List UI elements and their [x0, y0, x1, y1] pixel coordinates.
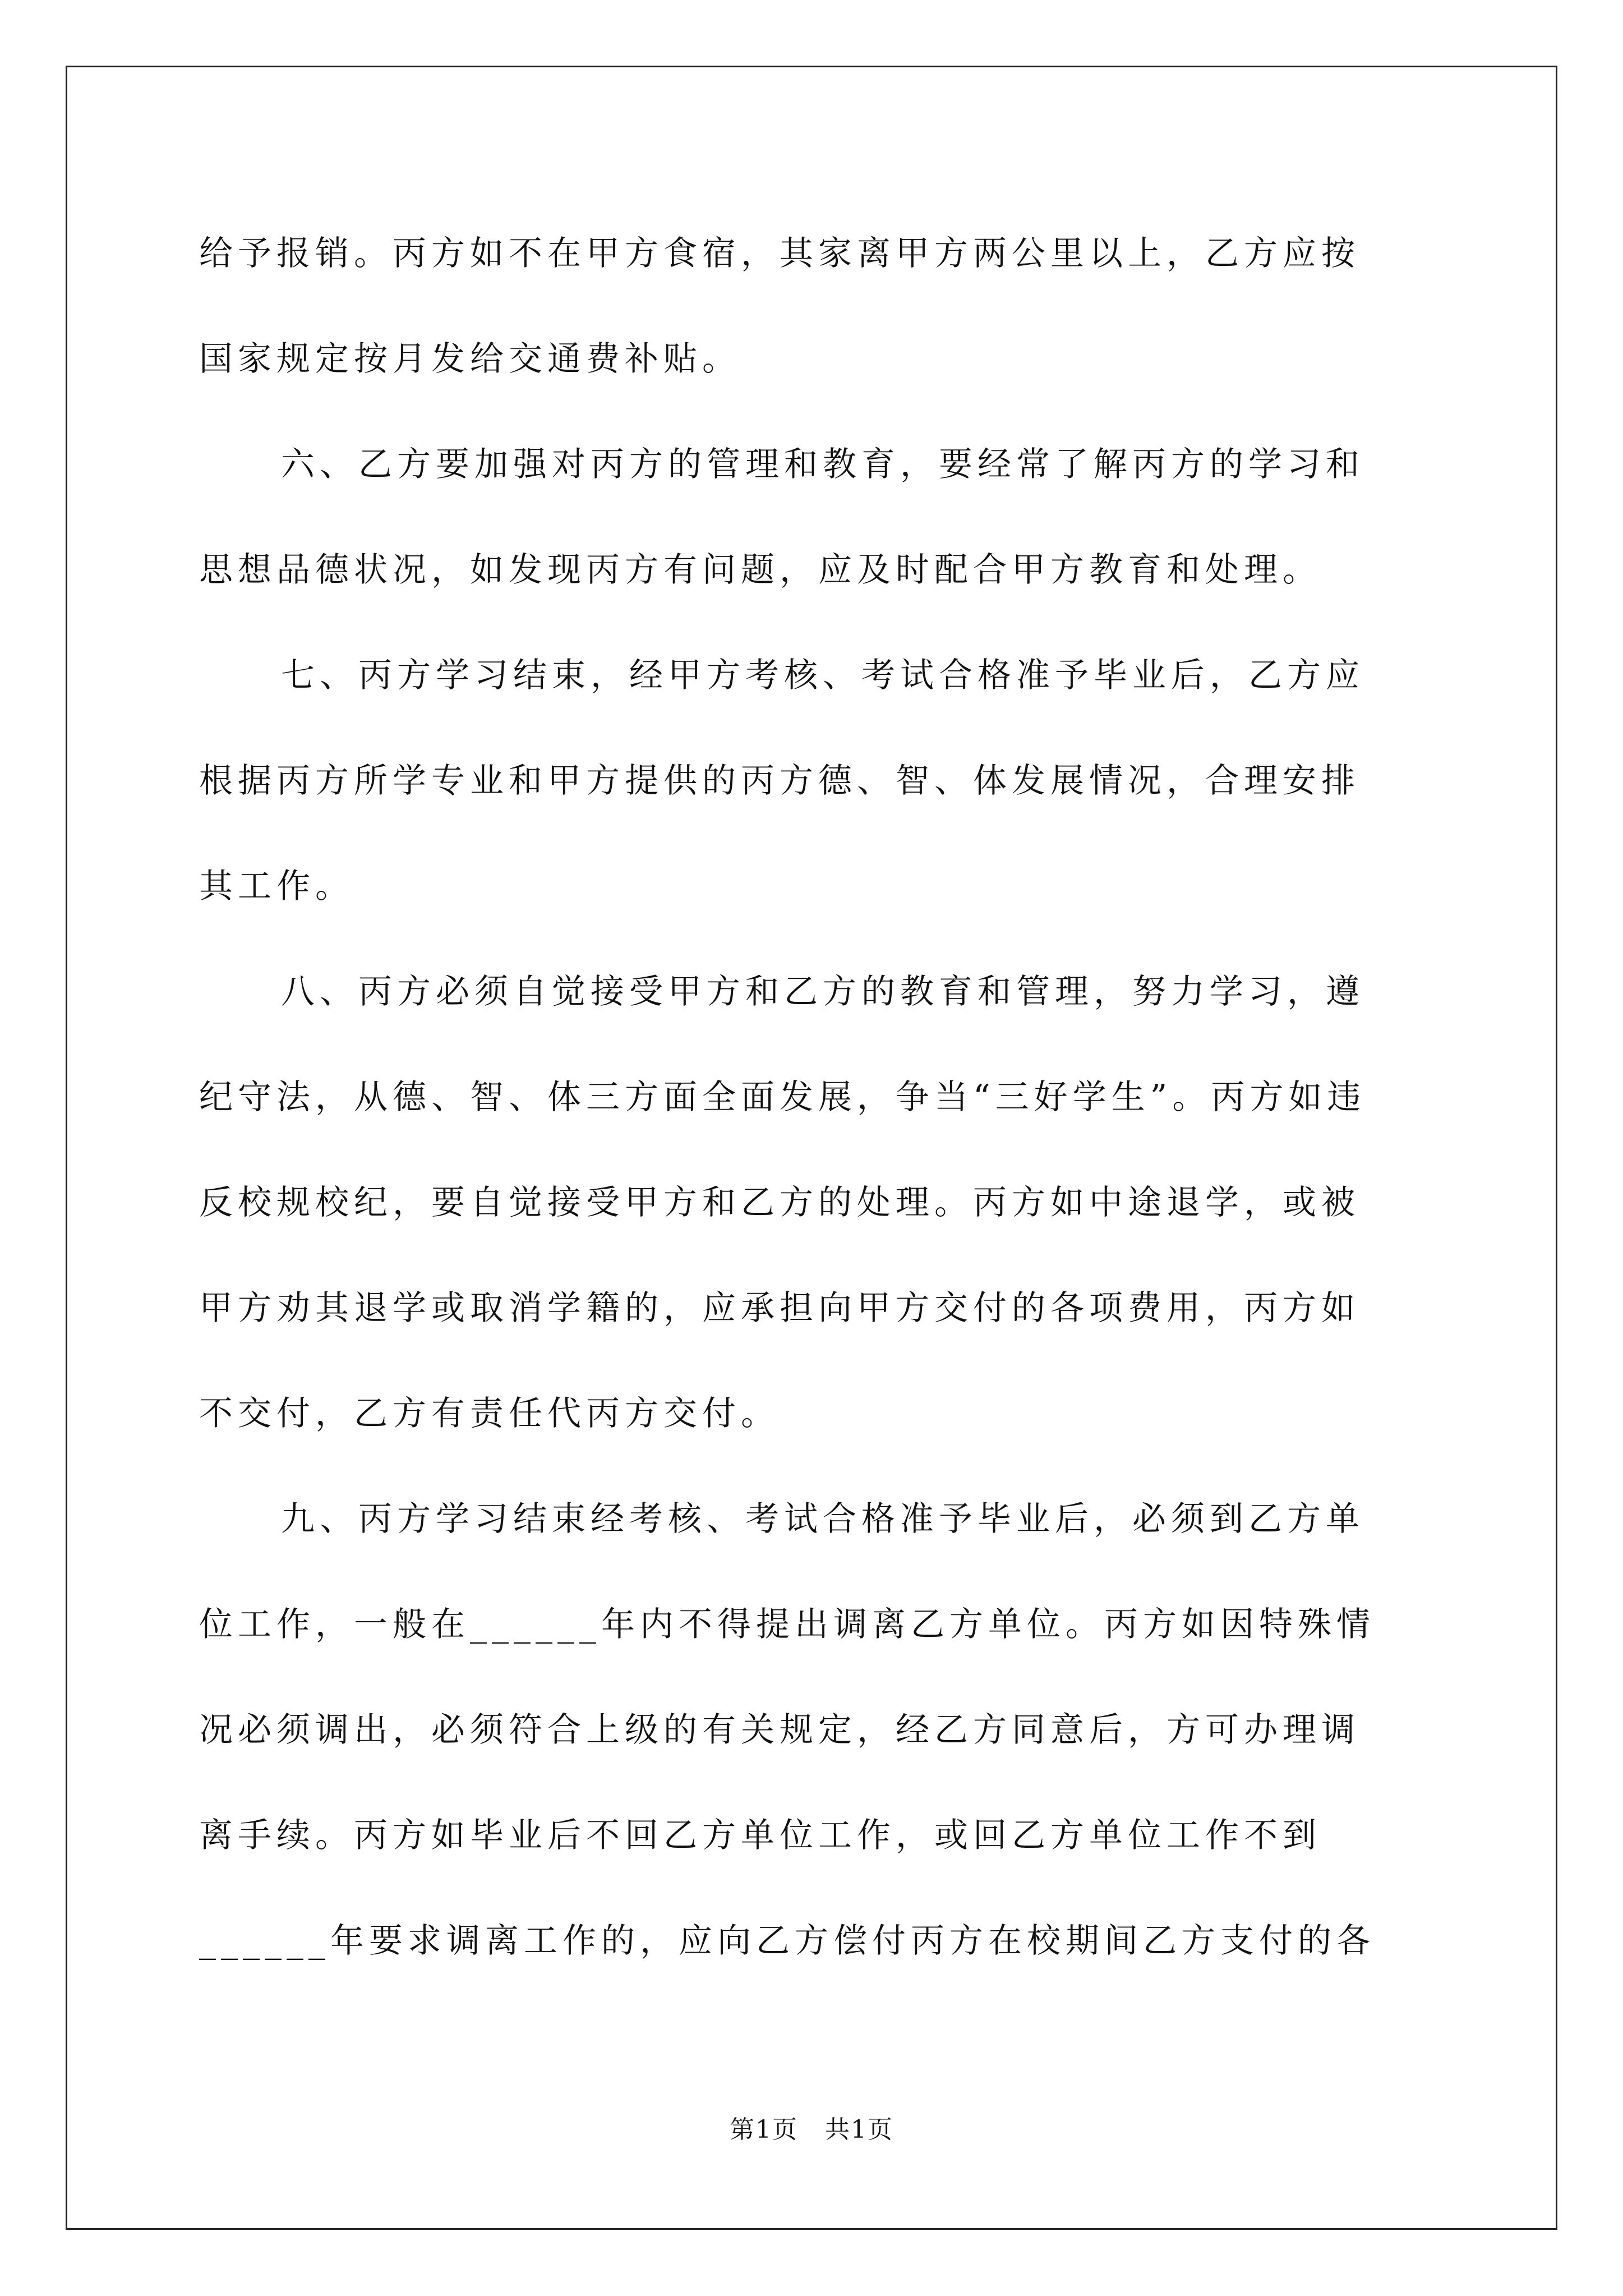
text-line: ______年要求调离工作的，应向乙方偿付丙方在校期间乙方支付的各 — [199, 1921, 1375, 1961]
paragraph-7 — [199, 623, 1422, 939]
document-body — [199, 201, 1422, 1994]
paragraph-8 — [199, 939, 1422, 1466]
text-line: 国家规定按月发给交通费补贴。 — [199, 339, 741, 379]
text-line: 九、丙方学习结束经考核、考试合格准予毕业后，必须到乙方单 — [281, 1499, 1364, 1539]
text-line: 离手续。丙方如毕业后不回乙方单位工作，或回乙方单位工作不到 — [199, 1816, 1321, 1855]
text-line: 六、乙方要加强对丙方的管理和教育，要经常了解丙方的学习和 — [281, 445, 1364, 484]
text-line: 纪守法，从德、智、体三方面全面发展，争当“三好学生”。丙方如违 — [199, 1078, 1366, 1117]
text-line: 其工作。 — [199, 867, 354, 906]
text-line: 思想品德状况，如发现丙方有问题，应及时配合甲方教育和处理。 — [199, 550, 1321, 590]
text-line: 甲方劝其退学或取消学籍的，应承担向甲方交付的各项费用，丙方如 — [199, 1289, 1360, 1328]
paragraph-6 — [199, 412, 1422, 623]
text-line: 反校规校纪，要自觉接受甲方和乙方的处理。丙方如中途退学，或被 — [199, 1183, 1360, 1222]
text-line: 根据丙方所学专业和甲方提供的丙方德、智、体发展情况，合理安排 — [199, 761, 1360, 800]
text-line: 位工作，一般在______年内不得提出调离乙方单位。丙方如因特殊情 — [199, 1605, 1375, 1644]
paragraph-9 — [199, 1466, 1422, 1994]
text-line: 不交付，乙方有责任代丙方交付。 — [199, 1394, 780, 1433]
text-line: 八、丙方必须自觉接受甲方和乙方的教育和管理，努力学习，遵 — [281, 972, 1364, 1011]
text-line: 七、丙方学习结束，经甲方考核、考试合格准予毕业后，乙方应 — [281, 656, 1364, 695]
page-footer: 第1页 共1页 — [730, 2115, 893, 2144]
text-line: 况必须调出，必须符合上级的有关规定，经乙方同意后，方可办理调 — [199, 1710, 1360, 1750]
text-line: 给予报销。丙方如不在甲方食宿，其家离甲方两公里以上，乙方应按 — [199, 234, 1360, 273]
paragraph-1 — [199, 201, 1422, 412]
